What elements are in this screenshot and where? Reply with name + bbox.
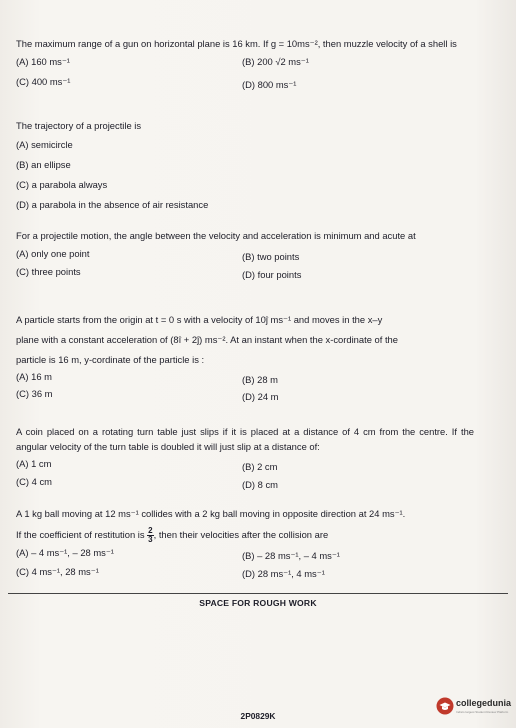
stem-suffix: , then their velocities after the collision are [153,529,329,540]
question-3 [16,229,474,280]
option-b: (B) 28 m [242,374,278,385]
divider-line [8,593,508,594]
option-d: (D) four points [242,268,302,280]
question-stem-line-1: A particle starts from the origin at t = 0 s with a velocity of 10ĵ ms⁻¹ and moves in the x–y [16,314,383,325]
brand-tagline: India's largest Student Review Platform [456,710,509,714]
option-a: (A) 1 cm [16,458,52,470]
option-d: (D) 28 ms⁻¹, 4 ms⁻¹ [242,568,325,579]
question-stem-line-2 [16,526,474,544]
stem-prefix: If the coefficient of restitution is [16,529,145,540]
question-4 [16,313,474,402]
rough-work-label: SPACE FOR ROUGH WORK [199,598,317,608]
option-a: (A) only one point [16,247,90,259]
option-c: (C) 400 ms⁻¹ [16,75,71,87]
question-stem: The maximum range of a gun on horizontal plane is 16 km. If g = 10ms⁻², then muzzle velocity of a shell is [16,38,457,49]
paper-code: 2P0829K [240,711,276,721]
option-b: (B) two points [242,250,300,262]
question-2 [16,119,474,213]
option-d: (D) 800 ms⁻¹ [242,78,297,90]
option-a: (A) 16 m [16,371,52,382]
option-a: (A) 160 ms⁻¹ [16,55,70,67]
option-c: (C) 36 m [16,388,53,399]
question-6 [16,507,474,580]
option-c: (C) three points [16,265,81,277]
question-stem-line-1: A 1 kg ball moving at 12 ms⁻¹ collides with a 2 kg ball moving in opposite direction at 24 ms⁻¹. [16,508,406,519]
question-stem-line-2: plane with a constant acceleration of (8î + 2ĵ) ms⁻². At an instant when the x-cordinate of the [16,334,398,345]
option-d: (D) 8 cm [242,479,278,491]
brand-watermark [436,695,516,725]
option-a: (A) semicircle [16,138,73,150]
option-c: (C) a parabola always [16,178,108,190]
option-d: (D) a parabola in the absence of air resistance [16,198,209,210]
option-a: (A) – 4 ms⁻¹, – 28 ms⁻¹ [16,547,114,558]
option-c: (C) 4 cm [16,476,52,488]
question-stem: A coin placed on a rotating turn table just slips if it is placed at a distance of 4 cm from the centre. If the angular velocity of the turn table is doubled it will just slip at a distance of: [16,426,474,452]
question-stem: The trajectory of a projectile is [16,120,142,131]
fraction-numerator: 2 [148,526,153,536]
option-b: (B) 200 √2 ms⁻¹ [242,55,309,67]
option-b: (B) 2 cm [242,461,278,473]
fraction-denominator: 3 [148,535,153,545]
question-stem-line-3: particle is 16 m, y-cordinate of the particle is : [16,354,205,365]
question-5 [16,425,474,490]
option-b: (B) an ellipse [16,158,71,170]
option-b: (B) – 28 ms⁻¹, – 4 ms⁻¹ [242,550,340,561]
option-d: (D) 24 m [242,391,279,402]
question-1 [16,37,474,90]
option-c: (C) 4 ms⁻¹, 28 ms⁻¹ [16,566,99,577]
brand-name: collegedunia [456,698,512,708]
graduate-cap-icon [436,697,454,715]
question-stem: For a projectile motion, the angle between the velocity and acceleration is minimum and acute at [16,230,416,241]
